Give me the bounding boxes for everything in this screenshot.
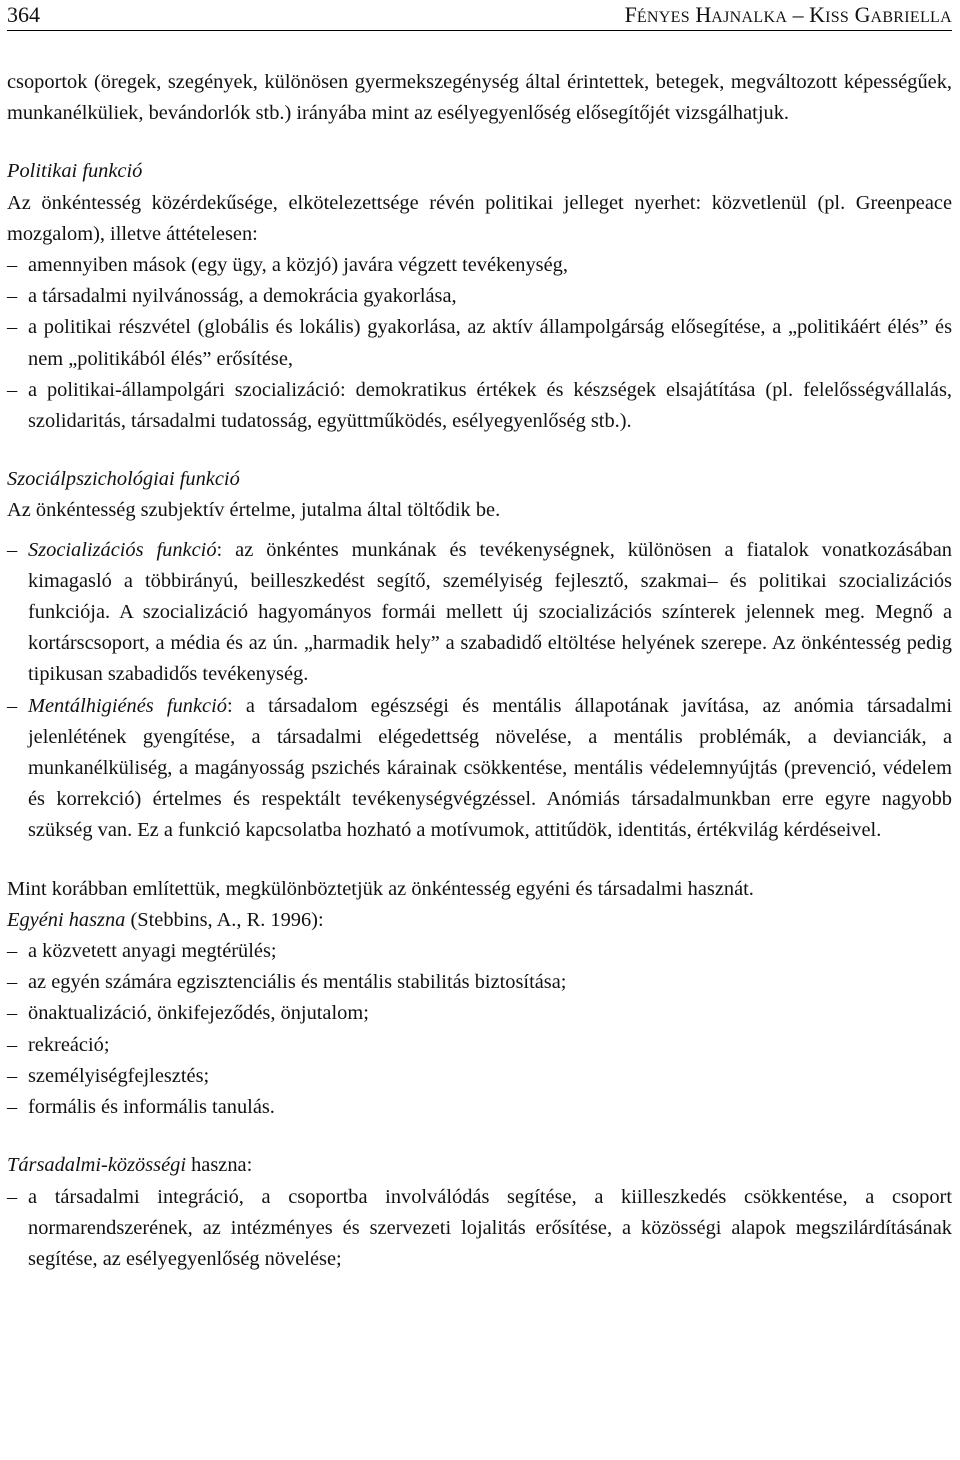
term-mentalhigienes-funkcio: Mentálhigiénés funkció xyxy=(28,694,227,717)
list-item: – formális és informális tanulás. xyxy=(7,1096,275,1119)
tarsadalmi-haszna-lead: Társadalmi-közösségi haszna: xyxy=(7,1154,253,1177)
list-item: – személyiségfejlesztés; xyxy=(7,1064,210,1087)
page-body xyxy=(7,67,952,1275)
author-1-rest: ÉNYES xyxy=(636,9,690,26)
list-item: – a politikai részvétel (globális és lokális) gyakorlása, az aktív állampolgárság elősegítése, a „politikáért élés” és nem „politikából élés” erősítése, xyxy=(7,316,952,370)
term-szocializacios-funkcio: Szocializációs funkció xyxy=(28,538,217,561)
heading-szocialpszichologiai-funkcio: Szociálpszichológiai funkció xyxy=(7,468,240,491)
author-2-first-rest: ABRIELLA xyxy=(870,9,952,26)
author-2-initial: K xyxy=(809,2,826,27)
author-1-first-initial: H xyxy=(695,2,712,27)
szocialpszich-text: Az önkéntesség szubjektív értelme, jutalma által töltődik be. xyxy=(7,499,501,522)
list-item: – a politikai-állampolgári szocializáció: demokratikus értékek és készségek elsajátítása (pl. felelősségvállalás, szolidaritás, társadalmi tudatosság, együttműködés, esélyegyenlőség stb.). xyxy=(7,378,952,433)
egyeni-haszna-lead: Egyéni haszna (Stebbins, A., R. 1996): xyxy=(7,908,324,931)
page-number: 364 xyxy=(7,2,40,27)
page-header xyxy=(7,0,952,31)
author-1-initial: F xyxy=(624,2,637,27)
author-separator: – xyxy=(792,2,804,27)
haszon-intro-paragraph: Mint korábban említettük, megkülönböztetjük az önkéntesség egyéni és társadalmi hasznát. xyxy=(7,877,754,900)
politikai-text: Az önkéntesség közérdekűsége, elkötelezettsége révén politikai jelleget nyerhet: közvetlenül (pl. Greenpeace mozgalom), illetve áttételesen: xyxy=(7,191,952,245)
list-item: – amennyiben mások (egy ügy, a közjó) javára végzett tevékenység, xyxy=(7,254,568,277)
list-item: – rekreáció; xyxy=(7,1033,110,1056)
author-2-first-initial: G xyxy=(854,2,871,27)
heading-politikai-funkcio: Politikai funkció xyxy=(7,160,143,183)
running-head-authors xyxy=(625,0,952,33)
list-item: – a közvetett anyagi megtérülés; xyxy=(7,940,277,963)
list-item: – a társadalmi integráció, a csoportba involválódás segítése, a kiilleszkedés csökkentése, a csoport normarendszerének, az intézményes és szervezeti lojalitás erősítése, a közösségi alapok megszilárdításának segítése, az esélyegyenlőség növelése; xyxy=(7,1185,952,1270)
list-item: – Szocializációs funkció: az önkéntes munkának és tevékenységnek, különösen a fiatalok vonatkozásában kimagasló a többirányú, beilleszkedést segítő, személyiség fejlesztő, szakmai– és politikai szocializációs funkciója. A szocializáció hagyományos formái mellett új szocializációs színterek jelennek meg. Megnő a kortárscsoport, a média és az ún. „harmadik hely” a szabadidő eltöltése helyének szerepe. Az önkéntesség pedig tipikusan szabadidős tevékenység. xyxy=(7,538,952,686)
term-tarsadalmi-kozossegi: Társadalmi-közösségi xyxy=(7,1154,186,1177)
list-item: – a társadalmi nyilvánosság, a demokrácia gyakorlása, xyxy=(7,285,457,308)
intro-paragraph: csoportok (öregek, szegények, különösen gyermekszegénység által érintettek, betegek, megváltozott képességűek, munkanélküliek, bevándorlók stb.) irányába mint az esélyegyenlőség elősegítőjét vizsgálhatjuk. xyxy=(7,71,952,125)
term-egyeni-haszna: Egyéni haszna xyxy=(7,908,126,931)
author-2-rest: ISS xyxy=(825,9,850,26)
author-1-first-rest: AJNALKA xyxy=(711,9,788,26)
list-item: – Mentálhigiénés funkció: a társadalom egészségi és mentális állapotának javítása, az anómia társadalmi jelenlétének gyengítése, a társadalmi elégedettség növelése, a mentális problémák, a devianciák, a munkanélküliség, a magányosság pszichés kárainak csökkentése, mentális védelemnyújtás (prevenció, védelem és korrekció) értelmes és respektált tevékenységvégzéssel. Anómiás társadalmunkban erre egyre nagyobb szükség van. Ez a funkció kapcsolatba hozható a motívumok, attitűdök, identitás, értékvilág kérdéseivel. xyxy=(7,694,952,842)
list-item: – önaktualizáció, önkifejeződés, önjutalom; xyxy=(7,1002,369,1025)
list-item: – az egyén számára egzisztenciális és mentális stabilitás biztosítása; xyxy=(7,971,567,994)
